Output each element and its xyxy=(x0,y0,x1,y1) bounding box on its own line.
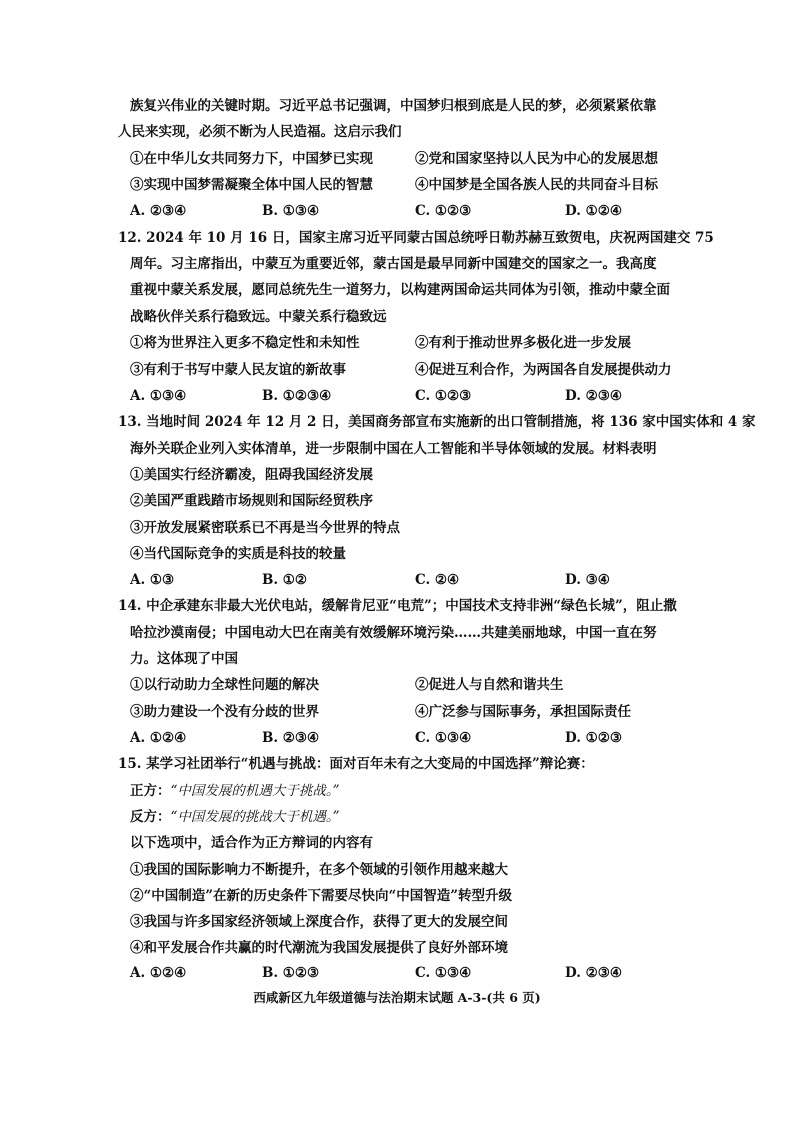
q14-option-1: ①以行动助力全球性问题的解决 xyxy=(130,677,319,693)
q15-option-3: ③我国与许多国家经济领域上深度合作，获得了更大的发展空间 xyxy=(130,914,508,930)
q13-option-1: ①美国实行经济霸凌，阻碍我国经济发展 xyxy=(130,467,373,483)
q15-option-4: ④和平发展合作共赢的时代潮流为我国发展提供了良好外部环境 xyxy=(130,940,508,956)
q13-text-line-2: 海外关联企业列入实体清单，进一步限制中国在人工智能和半导体领域的发展。材料表明 xyxy=(130,441,657,457)
q12-answer-a: A. ①③④ xyxy=(130,388,187,404)
q12-option-2: ②有利于推动世界多极化进一步发展 xyxy=(415,335,631,351)
q12-text-line-4: 战略伙伴关系行稳致远。中蒙关系行稳致远 xyxy=(130,309,387,325)
q15-answer-a: A. ①②④ xyxy=(130,965,187,981)
q12-text-line-2: 周年。习主席指出，中蒙互为重要近邻，蒙古国是最早同新中国建交的国家之一。我高度 xyxy=(130,256,657,272)
q13-answer-a: A. ①③ xyxy=(130,572,175,588)
q14-option-2: ②促进人与自然和谐共生 xyxy=(415,677,564,693)
q11-answer-b: B. ①③④ xyxy=(262,203,320,219)
q14-answer-b: B. ②③④ xyxy=(262,730,320,746)
q15-con-label: 反方： xyxy=(130,809,171,825)
q15-option-2: ②“中国制造”在新的历史条件下需要尽快向“中国智造”转型升级 xyxy=(130,888,513,904)
q14-answer-c: C. ①③④ xyxy=(415,730,472,746)
q11-option-3: ③实现中国梦需凝聚全体中国人民的智慧 xyxy=(130,177,373,193)
q15-pro-line xyxy=(130,781,340,801)
q15-answer-d: D. ②③④ xyxy=(565,965,622,981)
q13-answer-d: D. ③④ xyxy=(565,572,610,588)
q12-option-3: ③有利于书写中蒙人民友谊的新故事 xyxy=(130,362,346,378)
q15-con-line xyxy=(130,807,340,827)
q11-option-1: ①在中华儿女共同努力下，中国梦已实现 xyxy=(130,151,373,167)
q15-prompt: 以下选项中，适合作为正方辩词的内容有 xyxy=(130,835,373,851)
q15-pro-text: “中国发展的机遇大于挑战。” xyxy=(170,783,340,799)
q11-answer-d: D. ①②④ xyxy=(565,203,622,219)
q15-text-line-1: 15. 某学习社团举行“机遇与挑战：面对百年未有之大变局的中国选择”辩论赛： xyxy=(118,756,594,772)
q14-answer-a: A. ①②④ xyxy=(130,730,187,746)
q12-answer-d: D. ②③④ xyxy=(565,388,622,404)
q14-answer-d: D. ①②③ xyxy=(565,730,622,746)
q13-answer-c: C. ②④ xyxy=(415,572,460,588)
q12-answer-c: C. ①②③ xyxy=(415,388,472,404)
q11-option-4: ④中国梦是全国各族人民的共同奋斗目标 xyxy=(415,177,658,193)
q12-text-line-1: 12. 2024 年 10 月 16 日，国家主席习近平同蒙古国总统呼日勒苏赫互致贺电，庆祝两国建交 75 xyxy=(118,230,714,246)
q11-answer-a: A. ②③④ xyxy=(130,203,187,219)
q12-option-1: ①将为世界注入更多不稳定性和未知性 xyxy=(130,335,360,351)
q12-answer-b: B. ①②③④ xyxy=(262,388,332,404)
q13-answer-b: B. ①② xyxy=(262,572,308,588)
q13-text-line-1: 13. 当地时间 2024 年 12 月 2 日，美国商务部宣布实施新的出口管制措施，将 136 家中国实体和 4 家 xyxy=(118,414,756,430)
q13-option-3: ③开放发展紧密联系已不再是当今世界的特点 xyxy=(130,520,400,536)
q12-option-4: ④促进互利合作，为两国各自发展提供动力 xyxy=(415,362,672,378)
q15-answer-c: C. ①③④ xyxy=(415,965,472,981)
q15-answer-b: B. ①②③ xyxy=(262,965,320,981)
q11-text-line-1: 族复兴伟业的关键时期。习近平总书记强调，中国梦归根到底是人民的梦，必须紧紧依靠 xyxy=(130,98,657,114)
q11-option-2: ②党和国家坚持以人民为中心的发展思想 xyxy=(415,151,658,167)
q15-con-text: “中国发展的挑战大于机遇。” xyxy=(170,809,340,825)
q12-text-line-3: 重视中蒙关系发展，愿同总统先生一道努力，以构建两国命运共同体为引领，推动中蒙全面 xyxy=(130,282,670,298)
q14-text-line-1: 14. 中企承建东非最大光伏电站，缓解肯尼亚“电荒”；中国技术支持非洲“绿色长城”，阻止撒 xyxy=(118,598,677,614)
q13-option-4: ④当代国际竞争的实质是科技的较量 xyxy=(130,546,346,562)
q15-option-1: ①我国的国际影响力不断提升，在多个领域的引领作用越来越大 xyxy=(130,862,508,878)
q13-option-2: ②美国严重践踏市场规则和国际经贸秩序 xyxy=(130,493,373,509)
q14-option-4: ④广泛参与国际事务，承担国际责任 xyxy=(415,704,631,720)
page-footer: 西咸新区九年级道德与法治期末试题 A-3-(共 6 页) xyxy=(253,990,541,1005)
q11-text-line-2: 人民来实现，必须不断为人民造福。这启示我们 xyxy=(118,124,402,140)
q15-pro-label: 正方： xyxy=(130,783,171,799)
q14-text-line-2: 哈拉沙漠南侵；中国电动大巴在南美有效缓解环境污染……共建美丽地球，中国一直在努 xyxy=(130,625,657,641)
q14-option-3: ③助力建设一个没有分歧的世界 xyxy=(130,704,319,720)
q11-answer-c: C. ①②③ xyxy=(415,203,472,219)
q14-text-line-3: 力。这体现了中国 xyxy=(130,651,238,667)
